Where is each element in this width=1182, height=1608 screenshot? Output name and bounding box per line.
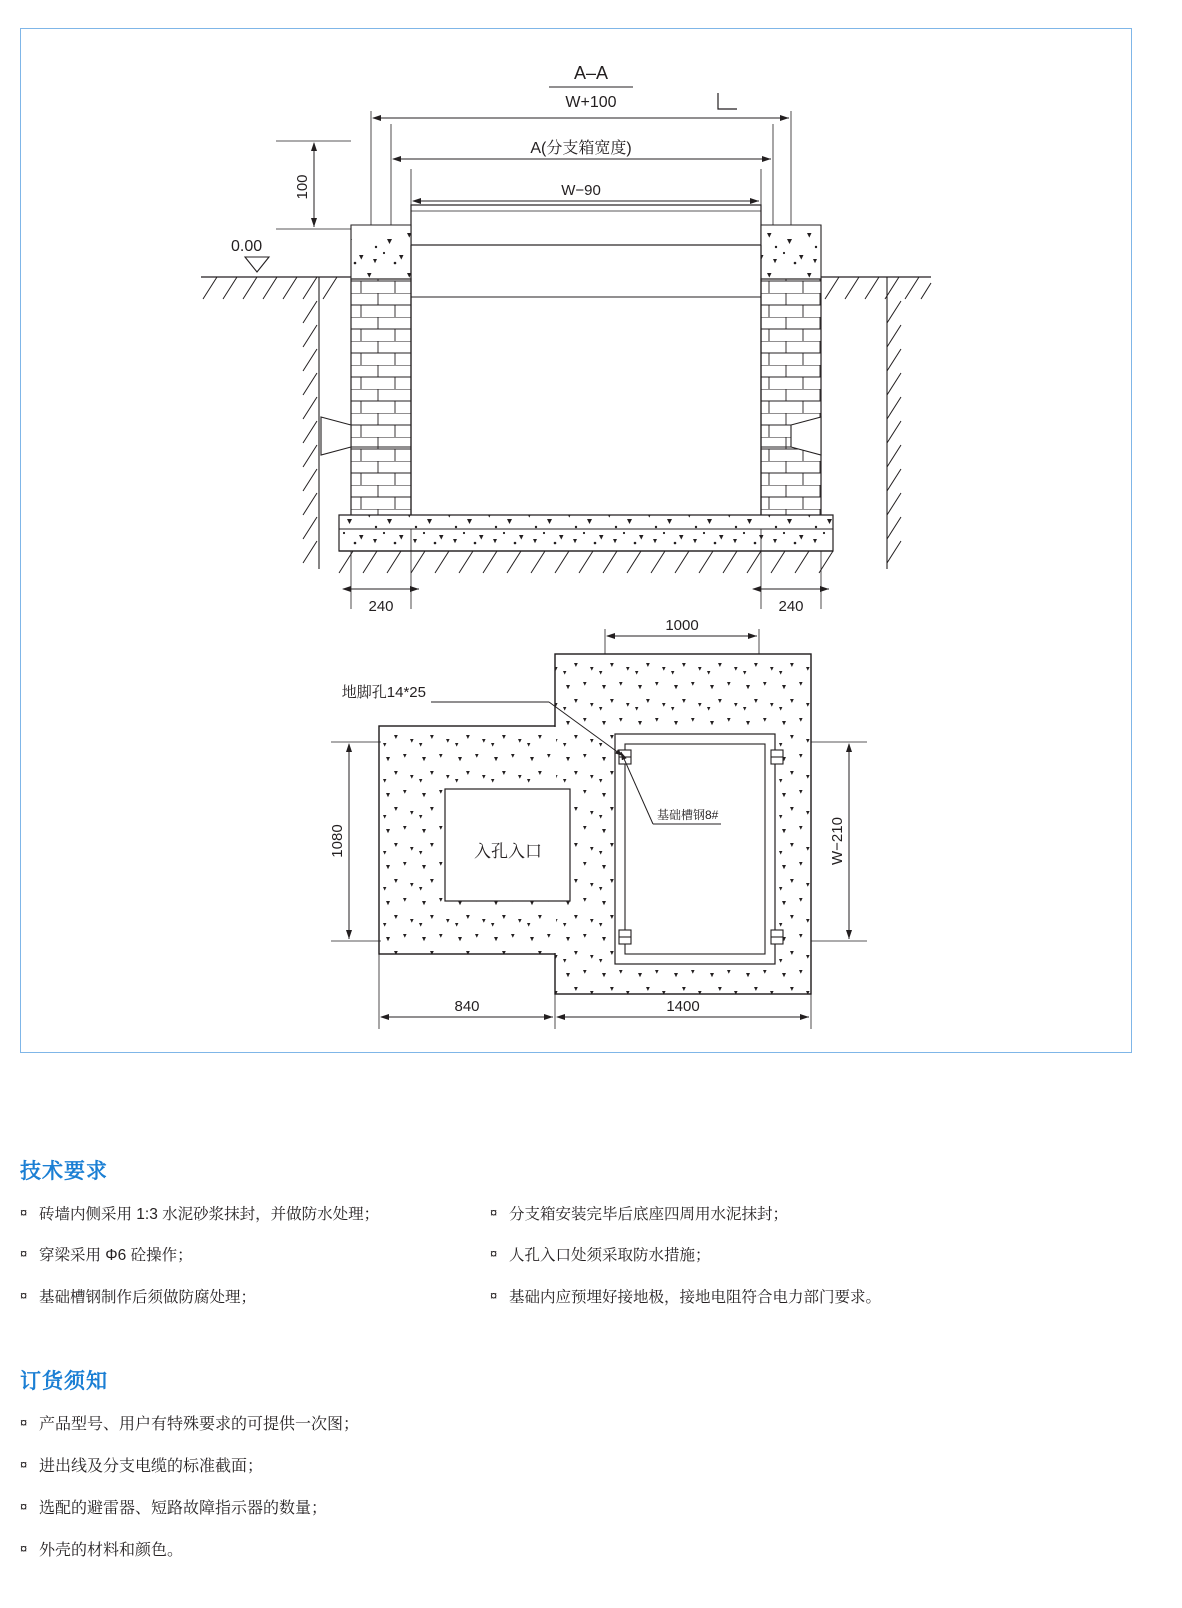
drawing-frame: [20, 28, 1132, 1053]
dim-label-1080: 1080: [329, 824, 346, 858]
tech-item: ¤ 分支箱安装完毕后底座四周用水泥抹封；: [490, 1203, 1160, 1226]
dim-label-240-right: 240: [778, 598, 804, 615]
dim-label-1000: 1000: [665, 617, 699, 634]
order-item: ¤ 选配的避雷器、短路故障指示器的数量；: [20, 1497, 1160, 1521]
ordering-notes-section: [20, 1365, 1160, 1581]
dim-label-240-left: 240: [368, 598, 394, 615]
order-item: ¤ 产品型号、用户有特殊要求的可提供一次图；: [20, 1413, 1160, 1437]
tech-item: ¤ 基础槽钢制作后须做防腐处理；: [20, 1286, 490, 1309]
dim-label-box-width: A(分支箱宽度): [530, 140, 632, 157]
ground-level-label: 0.00: [231, 238, 263, 255]
section-title-sub: W+100: [565, 94, 617, 111]
channel-steel-label: 基础槽钢8#: [657, 808, 719, 822]
tech-item: ¤ 穿梁采用 Φ6 砼操作；: [20, 1244, 490, 1267]
dim-label-w90: W−90: [561, 182, 601, 199]
tech-item: ¤ 砖墙内侧采用 1:3 水泥砂浆抹封，并做防水处理；: [20, 1203, 490, 1226]
ordering-notes-list: [20, 1413, 1160, 1563]
dim-label-840: 840: [454, 998, 480, 1015]
dim-label-1400: 1400: [666, 998, 700, 1015]
dim-label-100: 100: [294, 174, 311, 200]
ordering-notes-title: 订货须知: [20, 1370, 108, 1393]
technical-requirements-section: [20, 1155, 1160, 1327]
technical-requirements-title: 技术要求: [20, 1160, 108, 1183]
tech-row: [20, 1286, 1160, 1309]
section-title-main: A–A: [573, 63, 609, 83]
order-item: ¤ 进出线及分支电缆的标准截面；: [20, 1455, 1160, 1479]
manhole-label: 入孔入口: [474, 842, 542, 861]
order-item: ¤ 外壳的材料和颜色。: [20, 1539, 1160, 1563]
tech-item: ¤ 基础内应预埋好接地极，接地电阻符合电力部门要求。: [490, 1286, 1160, 1309]
tech-row: [20, 1244, 1160, 1267]
technical-requirements-list: [20, 1203, 1160, 1309]
bolt-hole-label: 地脚孔14*25: [341, 684, 426, 701]
technical-drawing: [21, 29, 1131, 1052]
dim-label-w210: W−210: [829, 817, 846, 865]
tech-item: ¤ 人孔入口处须采取防水措施；: [490, 1244, 1160, 1267]
tech-row: [20, 1203, 1160, 1226]
